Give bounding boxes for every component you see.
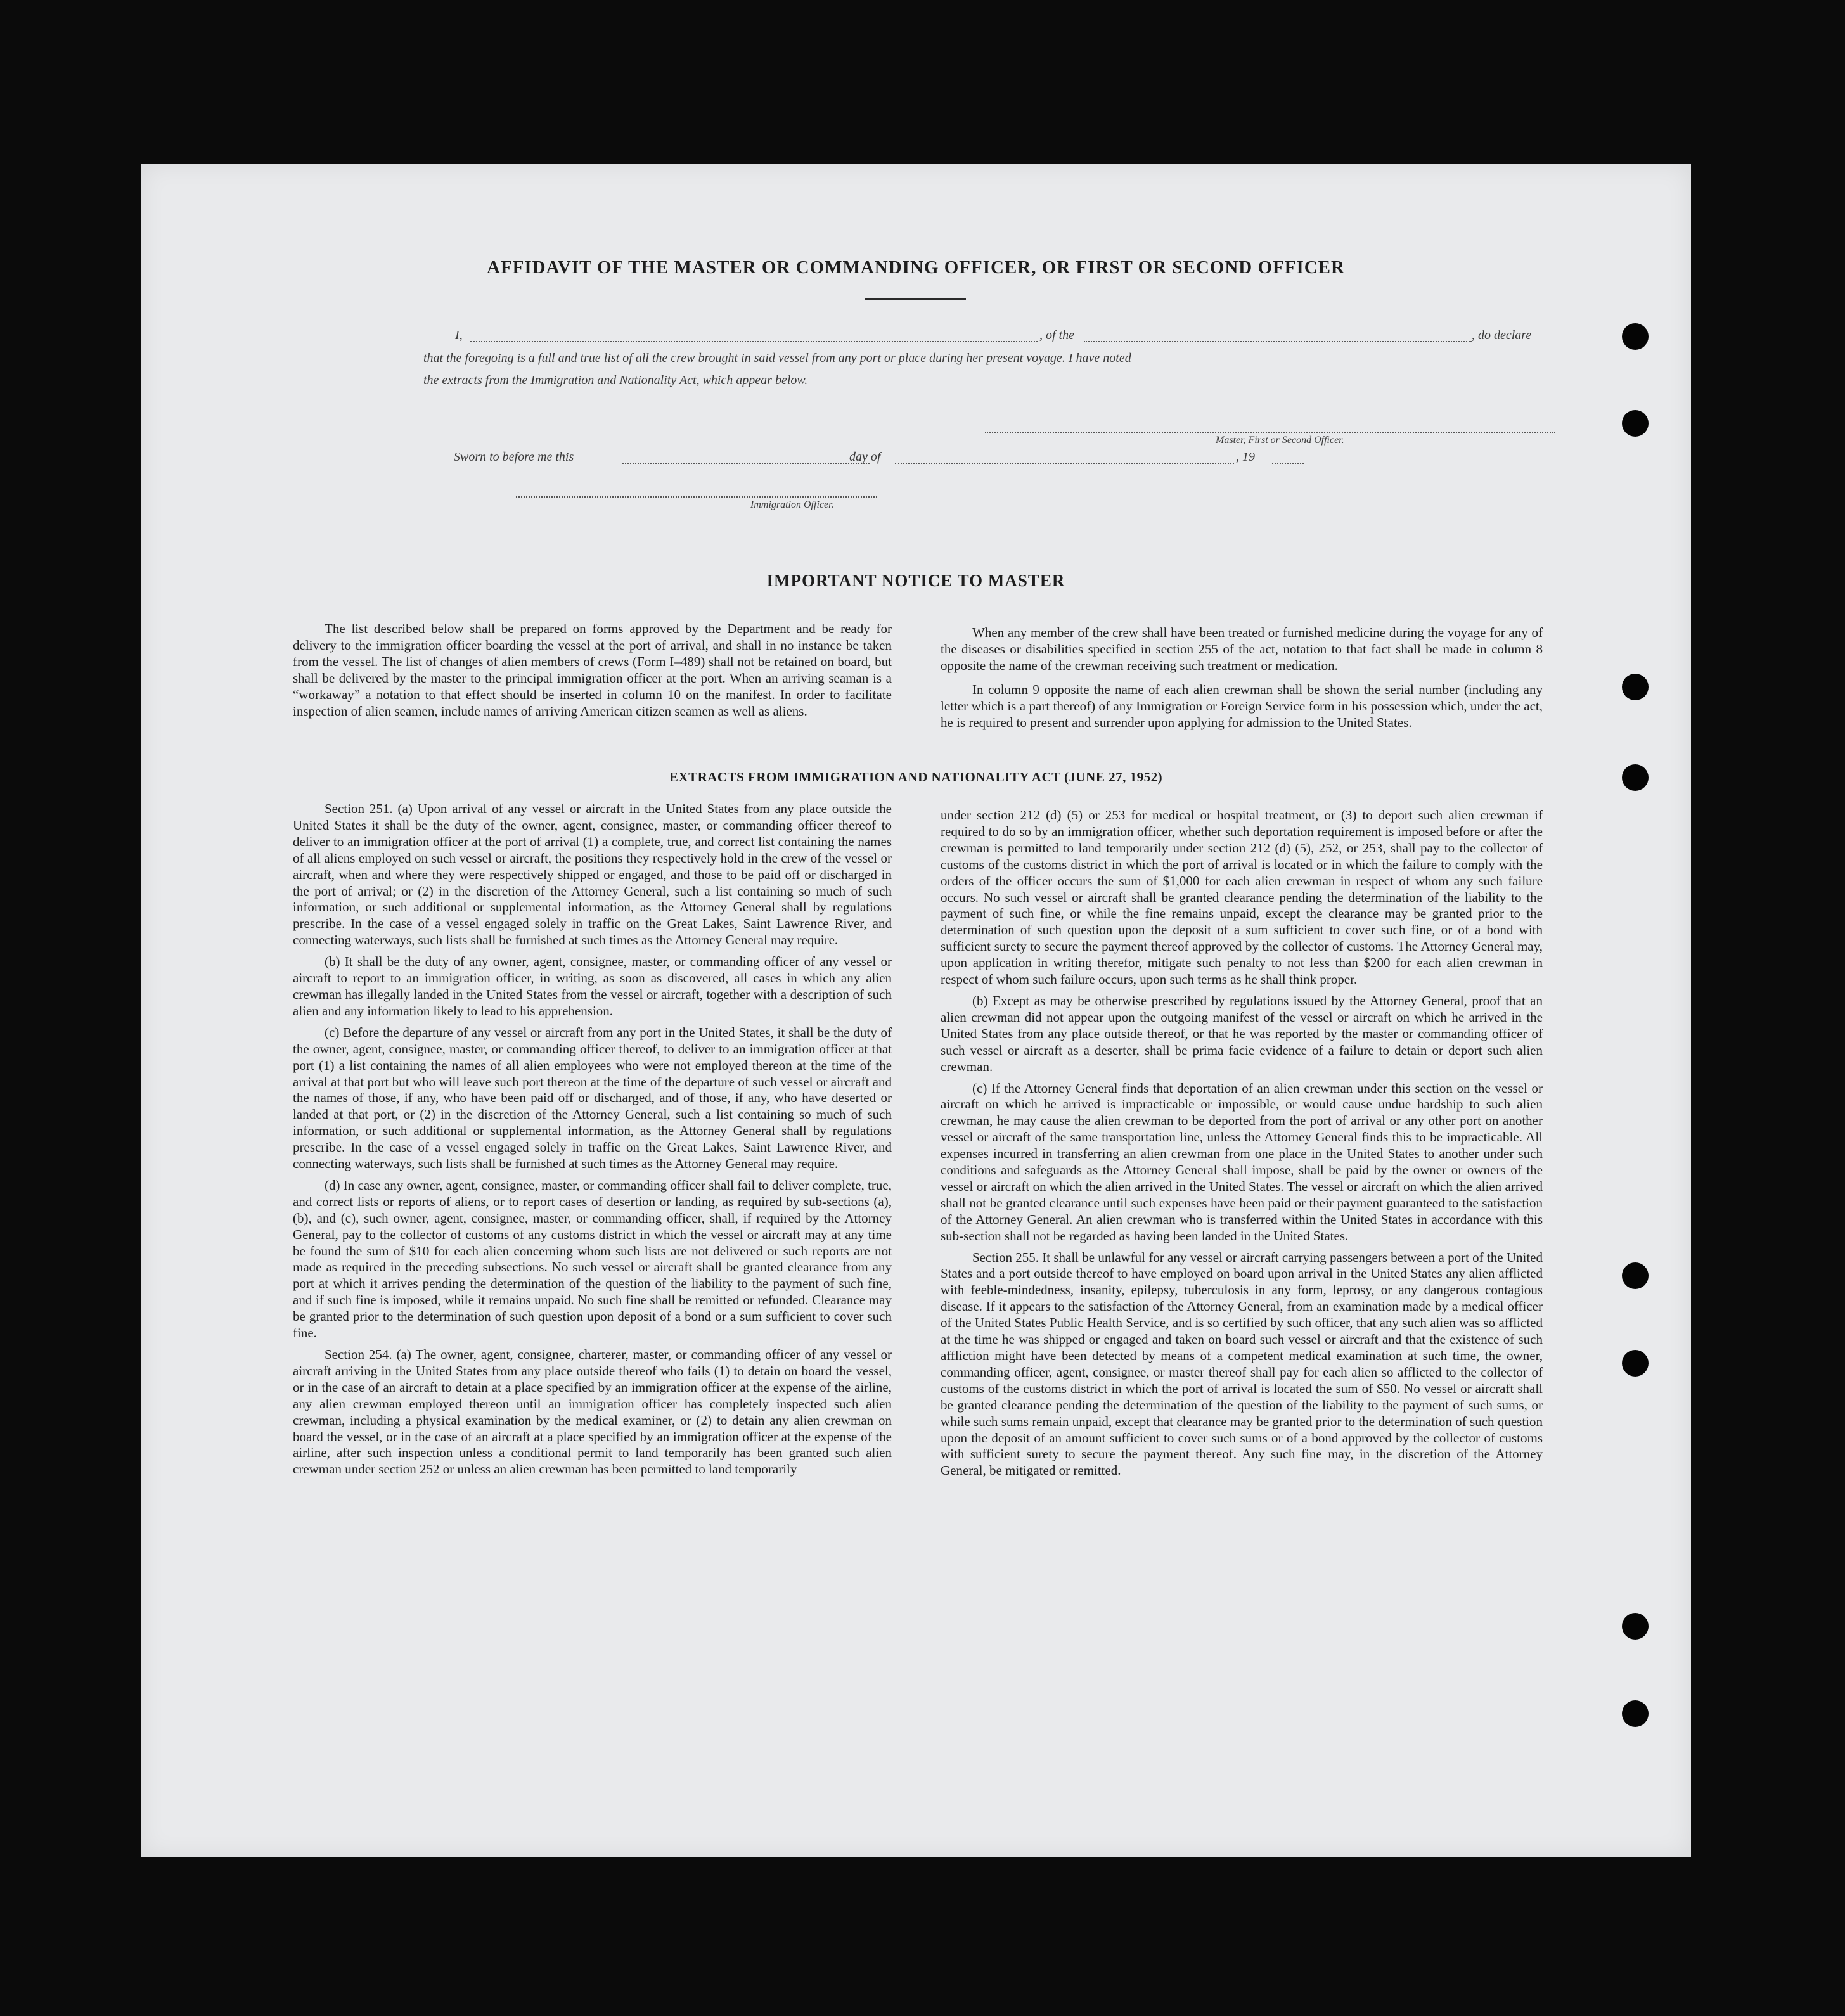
act-paragraph: (c) If the Attorney General finds that deportation of an alien crewman under this section on the vessel or aircraft on which he arrived is impracticable or impossible, or would cause undue hardship to such alien crewman, he may cause the alien crewman to be deported from the port of arrival or any other port on another vessel or aircraft of the same transportation line, unless the Attorney General finds this to be impracticable. All expenses incurred in transferring an alien crewman from one place in the United States to another under such conditions and safeguards as the Attorney General shall impose, shall be paid by the owner or owners of the vessel or aircraft on which the alien arrived in the United States. The vessel or aircraft on which the alien arrived shall not be granted clearance until such expenses have been paid or their payment guaranteed to the satisfaction of the Attorney General. An alien crewman who is transferred within the United States in accordance with this sub-section shall not be regarded as having been landed in the United States.: [941, 1080, 1543, 1243]
act-paragraph: (b) Except as may be otherwise prescribed by regulations issued by the Attorney General, proof that an alien crewman did not appear upon the outgoing manifest of the vessel or aircraft on which he arrived in the United States from any place outside thereof, or that he was reported by the master or commanding officer of such vessel or aircraft as a deserter, shall be prima facie evidence of a failure to detain or deport such alien crewman.: [941, 992, 1543, 1074]
extracts-left-column: [293, 801, 892, 1483]
act-paragraph: (b) It shall be the duty of any owner, agent, consignee, master, or commanding officer of any vessel or aircraft to report to an immigration officer, in writing, as soon as discovered, all cases in which any alien crewman has illegally landed in the United States from the vessel or aircraft, together with a description of such alien and any information likely to lead to his apprehension.: [293, 954, 892, 1018]
act-paragraph: under section 212 (d) (5) or 253 for medical or hospital treatment, or (3) to deport such alien crewman if required to do so by an immigration officer, whether such deportation requirement is imposed before or after the crewman is permitted to land temporarily under section 212 (d) (5), 252, or 253, shall pay to the collector of customs of the customs district in which the port of arrival is located or in which the failure to comply with the orders of the officer occurs the sum of $1,000 for each alien crewman in respect of whom any such failure occurs. No such vessel or aircraft shall be granted clearance pending the determination of the liability to the payment of such fine, or while the fine remains unpaid, except the clearance may be granted prior to the determination of such question upon the deposit of a sum sufficient to cover such fine, or of a bond with sufficient surety to secure the payment thereof approved by the collector of customs. The Attorney General may, upon application in writing therefor, mitigate such penalty to not less than $200 for each alien crewman in respect of whom such failure occurs, upon such terms as he shall think proper.: [941, 807, 1543, 987]
do-declare-label: , do declare: [1472, 328, 1532, 342]
punch-hole: [1622, 1350, 1649, 1377]
punch-hole: [1622, 1262, 1649, 1289]
act-paragraph: (c) Before the departure of any vessel or aircraft from any port in the United States, it shall be the duty of the owner, agent, consignee, master, or commanding officer thereof, to deliver to an immigration officer at that port (1) a list containing the names of all alien employees who were not employed thereon at the time of the arrival at that port but who will leave such port thereon at the time of the departure of such vessel or aircraft and the names of those, if any, who have been paid off or discharged, and of those, if any, who have deserted or landed at that port, or (2) in the discretion of the Attorney General, such a list containing so much of such information, or such additional or supplemental information, as the Attorney General shall by regulations prescribe. In the case of a vessel engaged solely in traffic on the Great Lakes, Saint Lawrence River, and connecting waterways, such lists shall be furnished at such times as the Attorney General may require.: [293, 1024, 892, 1172]
year-label: , 19: [1236, 450, 1255, 464]
title-underline: [865, 298, 966, 300]
declaration-line-3: the extracts from the Immigration and Nationality Act, which appear below.: [423, 373, 808, 387]
immigration-officer-label: Immigration Officer.: [750, 499, 834, 510]
of-the-label: , of the: [1039, 328, 1074, 342]
declaration-line-2: that the foregoing is a full and true list of all the crew brought in said vessel from any port or place during her present voyage. I have noted: [423, 351, 1131, 365]
affidavit-title: AFFIDAVIT OF THE MASTER OR COMMANDING OFFICER, OR FIRST OR SECOND OFFICER: [487, 257, 1345, 278]
sworn-year-blank[interactable]: [1272, 463, 1304, 464]
punch-hole: [1622, 674, 1649, 700]
notice-title: IMPORTANT NOTICE TO MASTER: [766, 571, 1065, 590]
notice-paragraph: The list described below shall be prepared on forms approved by the Department and be ready for delivery to the immigration officer boarding the vessel at the port of arrival, and shall in no instance be taken from the vessel. The list of changes of alien members of crews (Form I–489) shall not be retained on board, but shall be delivered by the master to the principal immigration officer at the port. When an arriving seaman is a “workaway” a notation to that effect should be inserted in column 10 on the manifest. In order to facilitate inspection of alien seamen, include names of arriving American citizen seamen as well as aliens.: [293, 621, 892, 719]
act-paragraph: (d) In case any owner, agent, consignee, master, or commanding officer shall fail to deliver complete, true, and correct lists or reports of aliens, or to report cases of desertion or landing, as required by sub-sections (a), (b), and (c), such owner, agent, consignee, master, or commanding officer, shall, if required by the Attorney General, pay to the collector of customs of any customs district in which the vessel or aircraft may at any time be found the sum of $10 for each alien concerning whom such lists are not delivered or such reports are not made as required in the preceding subsections. No such vessel or aircraft shall be granted clearance from any port at which it arrives pending the determination of the question of the liability to the payment of such fine, and if such fine is imposed, while it remains unpaid. No such fine shall be remitted or refunded. Clearance may be granted prior to the determination of such question upon deposit of a bond or a sum sufficient to cover such fine.: [293, 1177, 892, 1341]
sworn-label: Sworn to before me this: [454, 450, 574, 464]
act-paragraph: Section 251. (a) Upon arrival of any vessel or aircraft in the United States from any place outside the United States it shall be the duty of the owner, agent, consignee, master, or commanding officer thereof to deliver to an immigration officer at the port of arrival (1) a complete, true, and correct list containing the names of all aliens employed on such vessel or aircraft, the positions they respectively hold in the crew of the vessel or aircraft, when and where they were respectively shipped or engaged, and those to be paid off or discharged in the port of arrival; or (2) in the discretion of the Attorney General, such a list containing so much of such information, or such additional or supplemental information, as the Attorney General shall by regulations prescribe. In the case of a vessel engaged solely in traffic on the Great Lakes, Saint Lawrence River, and connecting waterways, such lists shall be furnished at such times as the Attorney General may require.: [293, 801, 892, 948]
punch-hole: [1622, 1613, 1649, 1640]
form-sheet: [141, 164, 1691, 1857]
day-of-label: day of: [849, 450, 881, 464]
punch-hole: [1622, 410, 1649, 437]
extracts-right-column: [941, 807, 1543, 1484]
name-blank[interactable]: [470, 341, 1038, 342]
sworn-month-blank[interactable]: [895, 463, 1234, 464]
notice-paragraph: When any member of the crew shall have been treated or furnished medicine during the voyage for any of the diseases or disabilities specified in section 255 of the act, notation to that fact shall be made in column 8 opposite the name of the crewman receiving such treatment or medication.: [941, 625, 1543, 673]
master-signature-label: Master, First or Second Officer.: [1216, 435, 1344, 446]
affidavit-i-label: I,: [455, 328, 463, 342]
master-signature-line[interactable]: [985, 432, 1555, 433]
punch-hole: [1622, 323, 1649, 350]
notice-right-column: [941, 625, 1543, 736]
vessel-blank[interactable]: [1084, 341, 1472, 342]
act-paragraph: Section 255. It shall be unlawful for any vessel or aircraft carrying passengers between a port of the United States and a port outside thereof to have employed on board upon arrival in the United States any alien afflicted with feeble-mindedness, insanity, epilepsy, tuberculosis in any form, leprosy, or any dangerous contagious disease. If it appears to the satisfaction of the Attorney General, from an examination made by a medical officer of the United States Public Health Service, and is so certified by such officer, that any such alien was so afflicted at the time he was shipped or engaged and taken on board such vessel or aircraft and that the existence of such affliction might have been detected by means of a competent medical examination at such time, the owner, commanding officer, agent, consignee, or master thereof shall pay for each alien so afflicted to the collector of customs of the customs district in which the port of arrival is located the sum of $50. No vessel or aircraft shall be granted clearance pending the determination of the question of the liability to the payment of such sums, or while such sums remain unpaid, except that clearance may be granted prior to the determination of such question upon the deposit of an amount sufficient to cover such sums or of a bond approved by the collector of customs with sufficient surety to secure the payment thereof. Any such fine may, in the discretion of the Attorney General, be mitigated or remitted.: [941, 1249, 1543, 1479]
notice-paragraph: In column 9 opposite the name of each alien crewman shall be shown the serial number (including any letter which is a part thereof) of any Immigration or Foreign Service form in his possession which, under the act, he is required to present and surrender upon applying for admission to the United States.: [941, 681, 1543, 730]
punch-hole: [1622, 1700, 1649, 1727]
extracts-title: EXTRACTS FROM IMMIGRATION AND NATIONALITY ACT (JUNE 27, 1952): [669, 769, 1163, 785]
act-paragraph: Section 254. (a) The owner, agent, consignee, charterer, master, or commanding officer of any vessel or aircraft arriving in the United States from any place outside thereof who fails (1) to detain on board the vessel, or in the case of an aircraft to detain at a place specified by an immigration officer at the expense of the airline, any alien crewman employed thereon until an immigration officer has completely inspected such alien crewman, including a physical examination by the medical examiner, or (2) to detain any alien crewman on board the vessel, or in the case of an aircraft at a place specified by an immigration officer at the expense of the airline, after such inspection unless a conditional permit to land temporarily has been granted such alien crewman under section 252 or unless an alien crewman has been permitted to land temporarily: [293, 1347, 892, 1477]
immigration-officer-signature-line[interactable]: [516, 496, 877, 498]
notice-left-column: [293, 621, 892, 724]
sworn-day-blank[interactable]: [622, 463, 870, 464]
